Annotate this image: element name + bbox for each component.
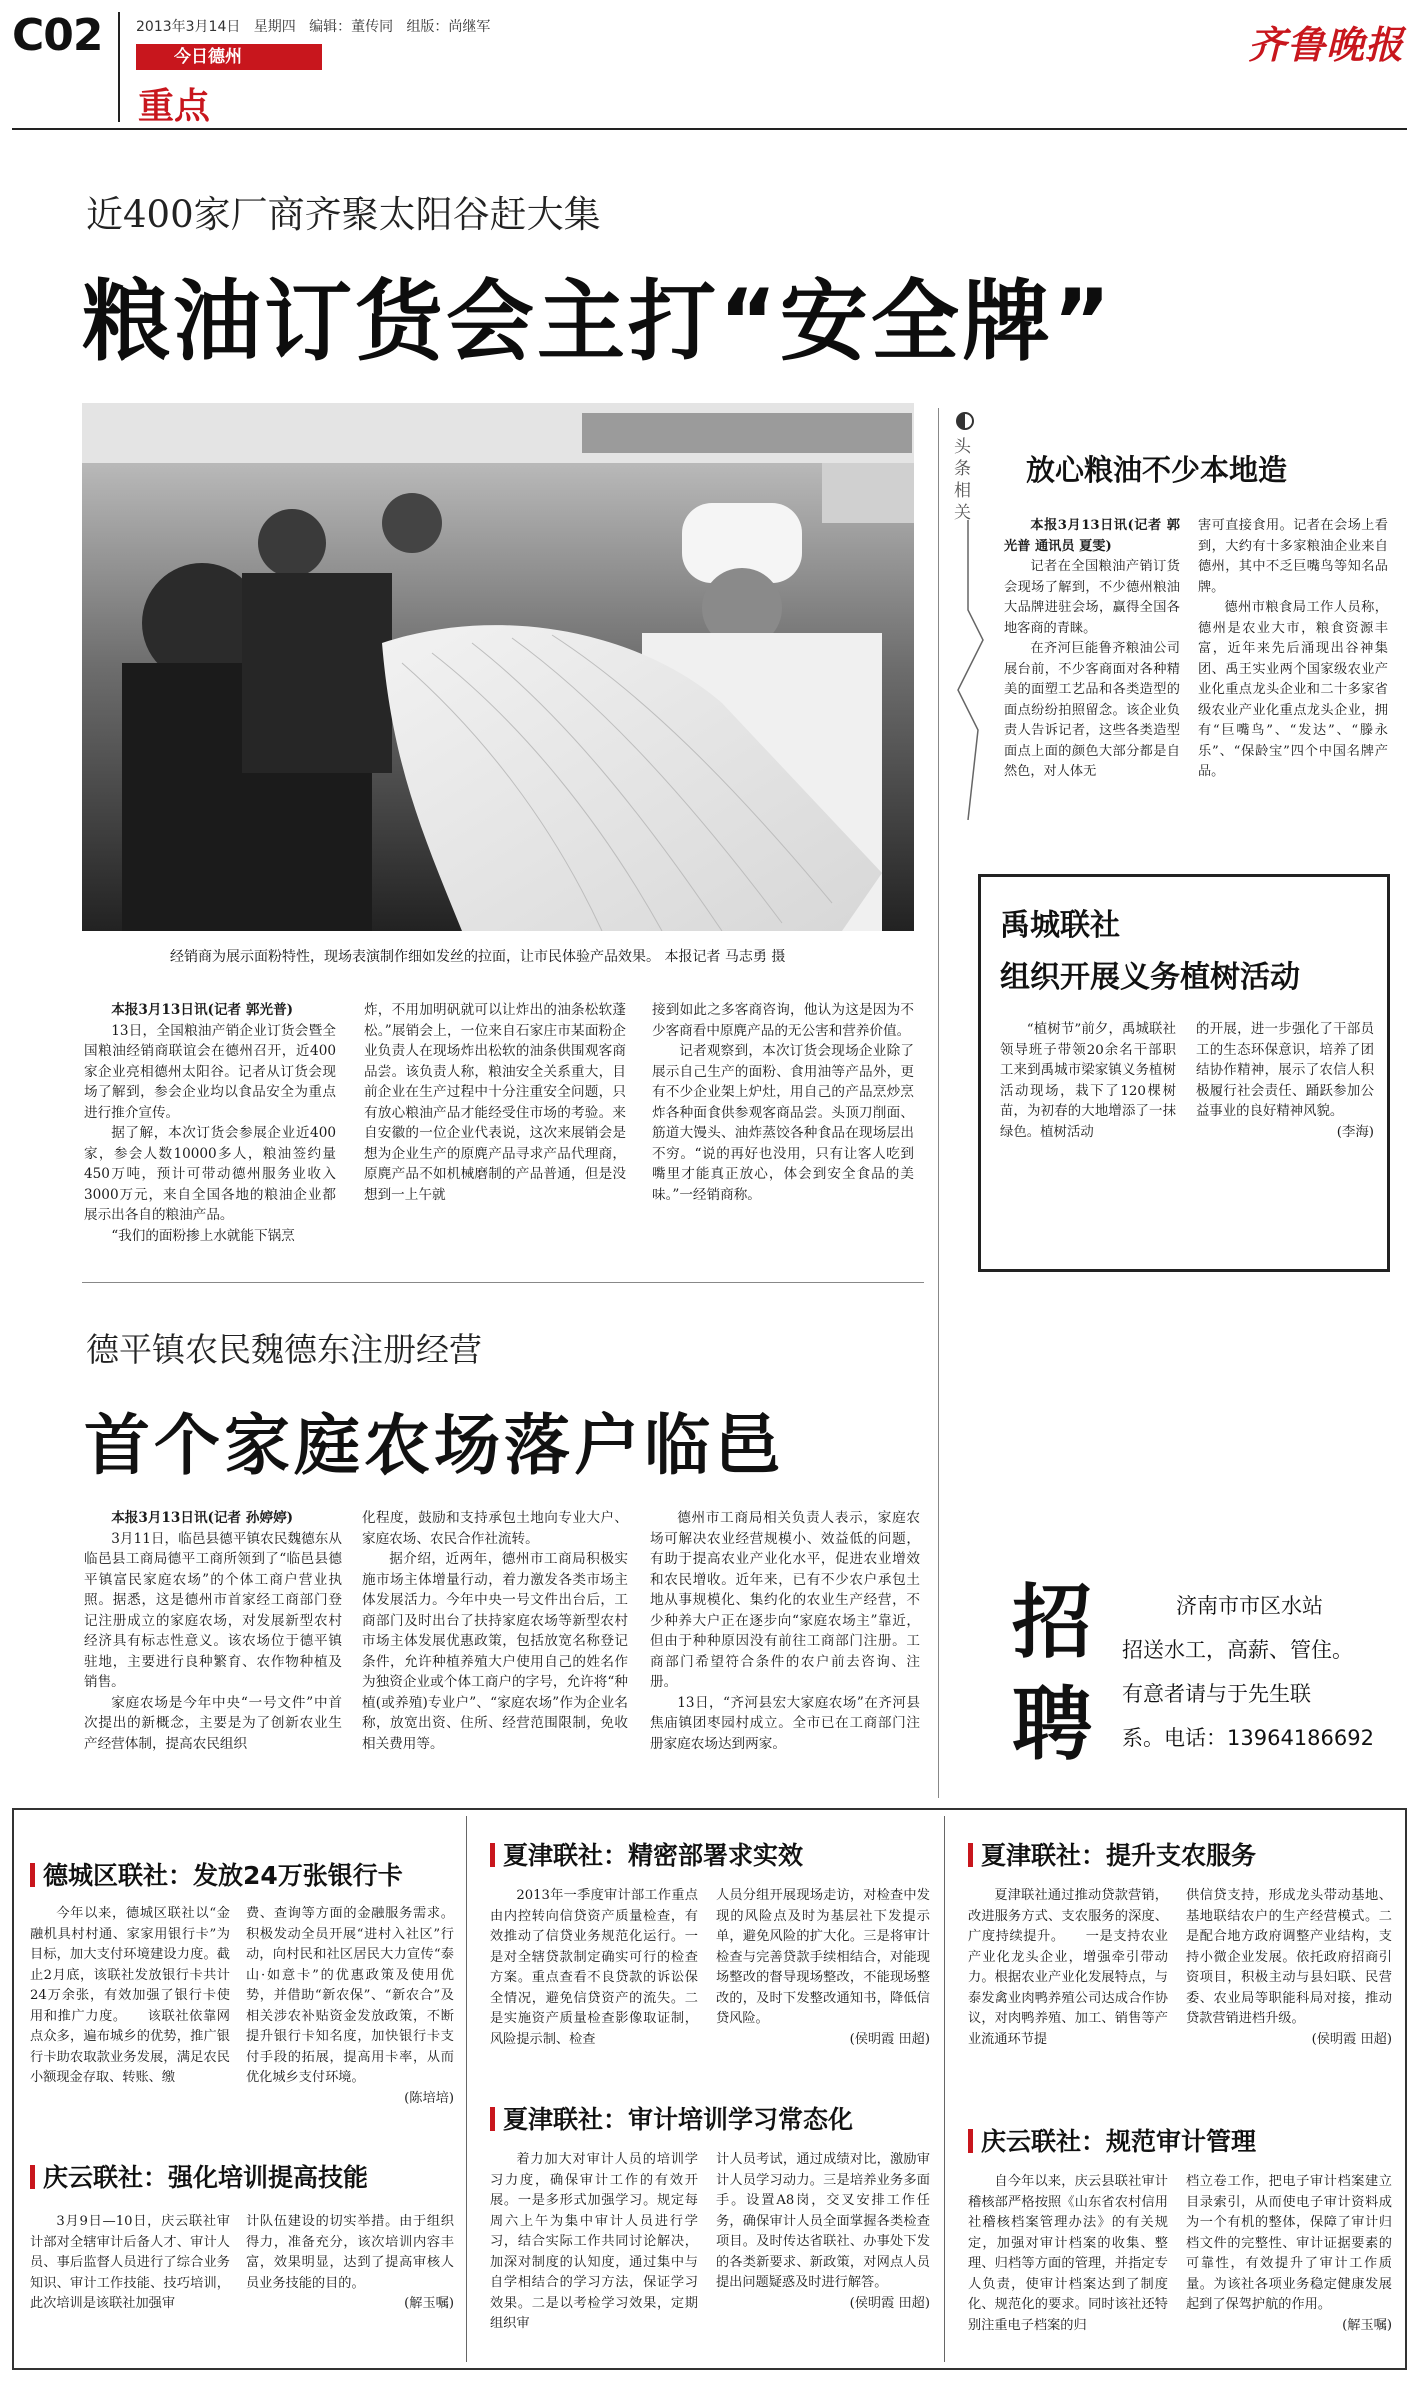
brief-credit: (侯明霞 田超) <box>1311 2031 1392 2047</box>
brief-col: 人员分组开展现场走访，对检查中发现的风险点及时为基层社下发提示单，避免风险的扩大化。三是将审计检查与完善贷款手续相结合，对能现场整改的督导现场整改，不能现场整改的，及时下发整改通知书，降低信贷风险。 (侯明霞 田超) <box>716 1886 930 2116</box>
brief-title: 夏津联社：精密部署求实效 <box>490 1836 803 1872</box>
sidebar-paragraph: 在齐河巨能鲁齐粮油公司展台前，不少客商面对各种精美的面塑工艺品和各类造型的面点纷纷拍照留念。该企业负责人告诉记者，这些各类造型面点上面的颜色大部分都是自然色，对人体无 <box>1004 641 1180 779</box>
recruit-big-char-1: 招 <box>1012 1576 1092 1669</box>
lead-body-col1 <box>84 1000 336 1260</box>
brief-title: 庆云联社：规范审计管理 <box>968 2122 1256 2158</box>
sidebar-byline: 本报3月13日讯(记者 郭光普 通讯员 夏雯) <box>1004 518 1180 554</box>
recruit-line: 系。电话：13964186692 <box>1122 1726 1374 1750</box>
brief-col: 夏津联社通过推动贷款营销，改进服务方式、支农服务的深度、广度持续提升。 一是支持农业产业化龙头企业，增强牵引带动力。根据农业产业化发展特点，与泰发禽业肉鸭养殖公司达成合作协议，对肉鸭养殖、加工、销售等产业流通环节提 <box>968 1888 1168 2047</box>
lead-body-col2 <box>364 1000 626 1260</box>
brief-col: 自今年以来，庆云县联社审计稽核部严格按照《山东省农村信用社稽核档案管理办法》的有关规定，加强对审计档案的收集、整理、归档等方面的管理，并指定专人负责，使审计档案达到了制度化、规范化的要求。同时该社还特别注重电子档案的归 <box>968 2174 1168 2333</box>
sidebar-paragraph: 害可直接食用。记者在会场上看到，大约有十多家粮油企业来自德州，其中不乏巨嘴鸟等知名品牌。 <box>1198 518 1388 595</box>
yucheng-credit: (李海) <box>1336 1124 1374 1140</box>
farm-paragraph: 德州市工商局相关负责人表示，家庭农场可解决农业经营规模小、效益低的问题，有助于提高农业产业化水平，促进农业增效和农民增收。近年来，已有不少农户承包土地从事规模化、集约化的农业生产经营，不少种养大户正在逐步向“家庭农场主”靠近，但由于种种原因没有前往工商部门注册。工商部门希望符合条件的农户前去咨询、注册。 <box>650 1510 920 1690</box>
recruit-text <box>1122 1584 1390 1760</box>
half-circle-icon <box>956 412 974 430</box>
sidebar-col1 <box>1004 516 1180 860</box>
brief-title: 德城区联社：发放24万张银行卡 <box>30 1856 403 1892</box>
farm-paragraph: 13日，“齐河县宏大家庭农场”在齐河县焦庙镇团枣园村成立。全市已在工商部门注册家庭农场达到两家。 <box>650 1694 920 1752</box>
header-meta <box>136 16 490 36</box>
brief-title: 夏津联社：审计培训学习常态化 <box>490 2100 853 2136</box>
farm-kicker: 德平镇农民魏德东注册经营 <box>86 1330 482 1369</box>
sidebar-title: 放心粮油不少本地造 <box>1026 453 1288 487</box>
sidebar-col2 <box>1198 516 1388 860</box>
sidebar-paragraph: 记者在全国粮油产销订货会现场了解到，不少德州粮油大品牌进驻会场，赢得全国各地客商的青睐。 <box>1004 559 1180 636</box>
brief-col: 费、查询等方面的金融服务需求。积极发动全员开展“进村入社区”行动，向村民和社区居民大力宣传“泰山·如意卡”的优惠政策及使用优势，并借助“新农保”、“新农合”及相关涉农补贴资金发放政策，不断提升银行卡知名度，加快银行卡支付手段的拓展，提高用卡率，从而优化城乡支付环境。 (陈培培) <box>246 1904 454 2144</box>
header-vertical-rule <box>118 12 120 122</box>
section-divider <box>82 1282 924 1283</box>
brief-col: 档立卷工作，把电子审计档案建立目录索引，从而使电子审计资料成为一个有机的整体，保障了审计归档文件的完整性、审计证据要素的可靠性，有效提升了审计工作质量。为该社各项业务稳定健康发展起到了保驾护航的作用。 (解玉嘱) <box>1186 2172 1392 2362</box>
brief-title: 庆云联社：强化培训提高技能 <box>30 2158 368 2194</box>
column-divider <box>938 408 939 1798</box>
brief-col: 计人员考试，通过成绩对比，激励审计人员学习动力。三是培养业务多面手。设置A8岗，交叉安排工作任务，确保审计人员全面掌握各类检查项目。及时传达省联社、办事处下发的各类新要求、新政策，对网点人员提出问题疑惑及时进行解答。 (侯明霞 田超) <box>716 2150 930 2362</box>
brief-credit: (侯明霞 田超) <box>849 2295 930 2311</box>
farm-paragraph: 3月11日，临邑县德平镇农民魏德东从临邑县工商局德平工商所领到了“临邑县德平镇富民家庭农场”的个体工商户营业执照。据悉，这是德州市首家经工商部门登记注册成立的家庭农场，对发展新型农村经济具有标志性意义。该农场位于德平镇驻地，主要进行良种繁育、农作物种植及销售。 <box>84 1530 342 1690</box>
brief-col: 着力加大对审计人员的培训学习力度，确保审计工作的有效开展。一是多形式加强学习。规定每周六上午为集中审计人员进行学习，结合实际工作共同讨论解决，加深对制度的认知度，通过集中与自学相结合的学习方法，保证学习效果。二是以考检学习效果，定期组织审 <box>490 2152 698 2331</box>
masthead-logo: 齐鲁晚报 <box>1248 22 1405 67</box>
sidebar-decoration <box>948 520 998 820</box>
brief-col: 3月9日—10日，庆云联社审计部对全辖审计后备人才、审计人员、事后监督人员进行了综合业务知识、审计工作技能、技巧培训，此次培训是该联社加强审 <box>30 2214 230 2311</box>
lead-paragraph: 据了解，本次订货会参展企业近400家，参会人数10000多人，粮油签约量450万吨，预计可带动德州服务业收入3000万元，来自全国各地的粮油企业都展示出各自的粮油产品。 <box>84 1125 336 1223</box>
brief-credit: (解玉嘱) <box>1342 2317 1392 2333</box>
lead-paragraph: 接到如此之多客商咨询，他认为这是因为不少客商看中原麂产品的无公害和营养价值。 <box>652 1002 914 1039</box>
yucheng-title-1: 禹城联社 <box>1000 908 1120 943</box>
lead-headline: 粮油订货会主打“安全牌” <box>82 270 1114 373</box>
farm-paragraph: 化程度，鼓励和支持承包土地向专业大户、家庭农场、农民合作社流转。 <box>362 1510 628 1547</box>
brief-col: 2013年一季度审计部工作重点由内控转向信贷资产质量检查，有效推动了信贷业务规范化运行。一是对全辖贷款制定确实可行的检查方案。重点查看不良贷款的诉讼保全情况，避免信贷资产的流失。二是实施资产质量检查影像取证制，风险提示制、检查 <box>490 1888 698 2047</box>
brief-credit: (陈培培) <box>404 2090 454 2106</box>
sidebar-tag: 头条相关 <box>954 412 976 524</box>
briefs-divider <box>466 1816 467 2362</box>
section-name: 重点 <box>138 86 211 127</box>
photo-caption: 经销商为展示面粉特性，现场表演制作细如发丝的拉面，让市民体验产品效果。 本报记者 马志勇 摄 <box>170 949 786 965</box>
page-code: C02 <box>12 10 103 61</box>
yucheng-title-2: 组织开展义务植树活动 <box>1000 960 1300 995</box>
farm-paragraph: 据介绍，近两年，德州市工商局积极实施市场主体增量行动，着力激发各类市场主体发展活力。今年中央一号文件出台后，工商部门及时出台了扶持家庭农场等新型农村市场主体发展优惠政策，包括放宽名称登记条件，允许种植养殖大户使用自己的姓名作为独资企业或个体工商户的字号，允许将“种植(或养殖)专业户”、“家庭农场”作为企业名称，放宽出资、住所、经营范围限制，免收相关费用等。 <box>362 1551 628 1752</box>
yucheng-paragraph: “植树节”前夕，禹城联社领导班子带领20余名干部职工来到禹城市梁家镇义务植树活动现场，栽下了120棵树苗，为初春的大地增添了一抹绿色。植树活动 <box>1000 1022 1176 1140</box>
header-divider <box>12 128 1407 130</box>
farm-col2 <box>362 1508 628 1798</box>
lead-paragraph: 记者观察到，本次订货会现场企业除了展示自己生产的面粉、食用油等产品外，更有不少企业架上炉灶，用自己的产品烹炒烹炸各种面食供参观客商品尝。头顶刀削面、筋道大馒头、油炸蒸饺各种食品在现场层出不穷。“说的再好也没用，只有让客人吃到嘴里才能真正放心，体会到安全食品的美味。”一经销商称。 <box>652 1043 914 1203</box>
farm-byline: 本报3月13日讯(记者 孙婷婷) <box>111 1510 294 1526</box>
brief-col: 供信贷支持，形成龙头带动基地、基地联结农户的生产经营模式。二是配合地方政府调整产业结构，支持小微企业发展。依托政府招商引资项目，积极主动与县妇联、民营委、农业局等职能科局对接，推动贷款营销进档升级。 (侯明霞 田超) <box>1186 1886 1392 2108</box>
editor-credit: 编辑：董传同 <box>309 19 394 35</box>
yucheng-col1 <box>1000 1020 1176 1220</box>
issue-date: 2013年3月14日 <box>136 19 241 35</box>
brief-credit: (解玉嘱) <box>404 2296 454 2311</box>
lead-photo <box>82 403 914 931</box>
lead-body-col3 <box>652 1000 914 1260</box>
yucheng-col2 <box>1196 1020 1374 1220</box>
brief-title: 夏津联社：提升支农服务 <box>968 1836 1256 1872</box>
lead-byline: 本报3月13日讯(记者 郭光普) <box>111 1002 294 1018</box>
yucheng-paragraph: 的开展，进一步强化了干部员工的生态环保意识，培养了团结协作精神，展示了农信人积极履行社会责任、踊跃参加公益事业的良好精神风貌。 (李海) <box>1196 1020 1374 1123</box>
farm-paragraph: 家庭农场是今年中央“一号文件”中首次提出的新概念，主要是为了创新农业生产经营体制，提高农民组织 <box>84 1694 342 1752</box>
farm-headline: 首个家庭农场落户临邑 <box>84 1407 784 1484</box>
recruit-line: 有意者请与于先生联 <box>1122 1682 1311 1706</box>
recruit-line: 济南市市区水站 <box>1176 1594 1323 1618</box>
brief-col: 计队伍建设的切实举措。由于组织得力，准备充分，该次培训内容丰富，效果明显，达到了提高审核人员业务技能的目的。 (解玉嘱) <box>246 2212 454 2360</box>
recruit-big-char-2: 聘 <box>1012 1678 1092 1771</box>
recruit-line: 招送水工，高薪、管住。 <box>1122 1638 1353 1662</box>
farm-col1 <box>84 1508 342 1798</box>
section-tag: 今日德州 <box>136 44 322 70</box>
lead-paragraph: 炸，不用加明矾就可以让炸出的油条松软蓬松。”展销会上，一位来自石家庄市某面粉企业负责人在现场炸出松软的油条供围观客商品尝。该负责人称，粮油安全关系重大，目前企业在生产过程中十分注重安全问题，只有放心粮油产品才能经受住市场的考验。来自安徽的一位企业代表说，这次来展销会是想为企业生产的原麂产品寻求产品代理商，原麂产品不如机械磨制的产品普通，但是没想到一上午就 <box>364 1002 626 1203</box>
briefs-divider <box>944 1816 945 2362</box>
farm-col3 <box>650 1508 920 1798</box>
lead-paragraph: “我们的面粉掺上水就能下锅烹 <box>111 1227 295 1244</box>
lead-paragraph: 13日，全国粮油产销企业订货会暨全国粮油经销商联谊会在德州召开，近400家企业亮相德州太阳谷。记者从订货会现场了解到，参会企业均以食品安全为重点进行推介宣传。 <box>84 1022 336 1121</box>
lead-kicker: 近400家厂商齐聚太阳谷赶大集 <box>86 193 601 236</box>
layout-credit: 组版：尚继军 <box>406 19 491 35</box>
brief-credit: (侯明霞 田超) <box>849 2031 930 2047</box>
sidebar-paragraph: 德州市粮食局工作人员称，德州是农业大市，粮食资源丰富，近年来先后涌现出谷神集团、禹王实业两个国家级农业产业化重点龙头企业和二十多家省级农业产业化重点龙头企业，拥有“巨嘴鸟”、“发达”、“滕永乐”、“保龄宝”四个中国名牌产品。 <box>1198 600 1388 779</box>
brief-col: 今年以来，德城区联社以“金融机具村村通、家家用银行卡”为目标，加大支付环境建设力度。截止2月底，该联社发放银行卡共计24万余张，有效加强了银行卡使用和推广力度。 该联社依靠网点众多，遍布城乡的优势，推广银行卡助农取款业务发展，满足农民小额现金存取、转账、缴 <box>30 1906 230 2085</box>
issue-weekday: 星期四 <box>253 19 296 35</box>
